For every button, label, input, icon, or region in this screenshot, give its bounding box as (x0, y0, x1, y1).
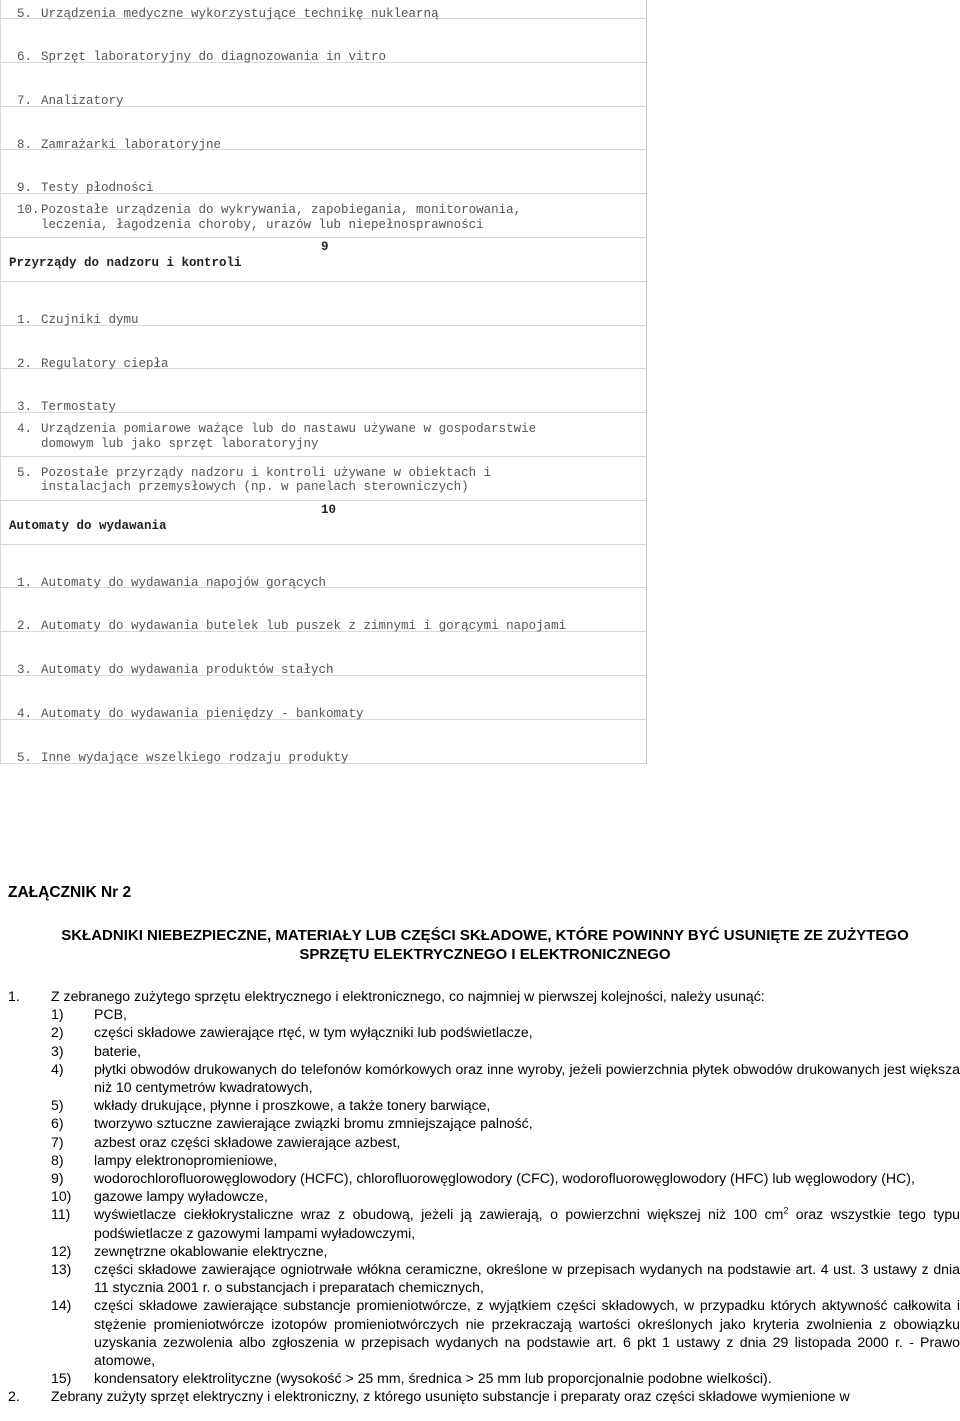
list-item (8, 1205, 960, 1241)
section-number: 10 (321, 502, 337, 517)
list-item (8, 1187, 960, 1205)
row-number: 10. (17, 203, 40, 218)
table-row (0, 0, 646, 19)
row-number: 8. (17, 137, 33, 152)
table-row (0, 19, 646, 63)
item-number: 12) (51, 1242, 72, 1259)
table-row (0, 632, 646, 676)
row-line-2: leczenia, łagodzenia choroby, urazów lub niepełnosprawności (41, 217, 484, 232)
list-item (8, 1169, 960, 1187)
row-label: Testy płodności (41, 181, 154, 196)
row-line-1: Pozostałe urządzenia do wykrywania, zapobiegania, monitorowania, (41, 203, 522, 218)
section-title: Przyrządy do nadzoru i kontroli (9, 255, 242, 270)
row-number: 3. (17, 663, 33, 678)
list-item (8, 1296, 960, 1369)
row-label: Automaty do wydawania napojów gorących (41, 575, 327, 590)
row-number: 6. (17, 50, 33, 64)
item-number: 10) (51, 1188, 72, 1205)
list-item (8, 1060, 960, 1096)
row-label: Zamrażarki laboratoryjne (41, 137, 222, 152)
table-section-header (0, 238, 646, 282)
annex-list (8, 987, 960, 1406)
item-number: 11) (51, 1206, 71, 1223)
table-row (0, 720, 646, 764)
row-text (17, 422, 536, 451)
item-number: 13) (51, 1261, 72, 1278)
item-text: zewnętrzne okablowanie elektryczne, (94, 1242, 328, 1259)
table-row (0, 107, 646, 151)
equipment-table (0, 0, 647, 764)
row-label: Regulatory ciepła (41, 356, 169, 371)
item-text: wkłady drukujące, płynne i proszkowe, a także tonery barwiące, (94, 1097, 491, 1114)
item-text: tworzywo sztuczne zawierające związki bromu zmniejszające palność, (94, 1115, 533, 1132)
point-text: Zebrany zużyty sprzęt elektryczny i elektroniczny, z którego usunięto substancje i preparaty oraz części składowe wymienione w (51, 1388, 850, 1405)
row-number: 5. (17, 750, 33, 765)
item-number: 5) (51, 1097, 64, 1114)
item-text: wyświetlacze ciekłokrystaliczne wraz z obudową, jeżeli ją zawierają, o powierzchni większej niż 100 $cm^2$ oraz wszystkie tego typu podświetlacze z gazowymi lampami wyładowczymi, (94, 1205, 960, 1241)
list-item (8, 1260, 960, 1296)
point-1 (8, 987, 960, 1005)
item-number: 2) (51, 1024, 64, 1041)
table-row (0, 326, 646, 370)
row-number: 1. (17, 312, 33, 327)
item-number: 14) (51, 1297, 72, 1314)
list-item (8, 1096, 960, 1114)
row-number: 5. (17, 465, 33, 480)
item-text: PCB, (94, 1006, 127, 1023)
item-number: 8) (51, 1151, 64, 1168)
table-row (0, 413, 646, 457)
list-item (8, 1369, 960, 1387)
item-text: lampy elektronopromieniowe, (94, 1151, 278, 1168)
annex-title: ZAŁĄCZNIK Nr 2 (8, 884, 132, 901)
point-number: 2. (8, 1388, 20, 1405)
table-row (0, 369, 646, 413)
item-number: 3) (51, 1042, 64, 1059)
item-number: 15) (51, 1370, 72, 1387)
row-label: Termostaty (41, 400, 117, 415)
item-text: części składowe zawierające substancje promieniotwórcze, z wyjątkiem części składowych, w przypadku których aktywność całkowita i stężenie promieniotwórcze izotopów promieniotwórczych nie przekraczają wartości określonych jako kryteria zwolnienia z obowiązku uzyskania zezwolenia albo zgłoszenia w przepisach wydanych na podstawie art. 6 pkt 1 ustawy z dnia 29 listopada 2000 r. - Prawo atomowe, (94, 1297, 960, 1369)
row-line-1: Urządzenia pomiarowe ważące lub do nastawu używane w gospodarstwie (41, 422, 537, 437)
row-number: 1. (17, 575, 33, 590)
row-number: 7. (17, 93, 33, 108)
row-number: 2. (17, 619, 33, 634)
row-number: 4. (17, 706, 33, 721)
table-row (0, 150, 646, 194)
item-text: gazowe lampy wyładowcze, (94, 1188, 268, 1205)
table-row (0, 457, 646, 501)
item-number: 1) (51, 1006, 64, 1023)
list-item (8, 1005, 960, 1023)
table-section-header (0, 501, 646, 545)
row-line-2: domowym lub jako sprzęt laboratoryjny (41, 436, 319, 451)
row-line-2: instalacjach przemysłowych (np. w panelach sterowniczych) (41, 480, 469, 495)
item-number: 9) (51, 1170, 64, 1187)
table-row (0, 676, 646, 720)
list-item (8, 1042, 960, 1060)
item-text: płytki obwodów drukowanych do telefonów komórkowych oraz inne wyroby, jeżeli powierzchnia płytek obwodów drukowanych jest większa niż 10 centymetrów kwadratowych, (94, 1060, 960, 1096)
row-text (17, 466, 491, 495)
list-item (8, 1114, 960, 1132)
row-label: Czujniki dymu (41, 312, 139, 327)
list-item (8, 1023, 960, 1041)
row-number: 2. (17, 356, 33, 371)
table-row (0, 194, 646, 238)
list-item (8, 1133, 960, 1151)
item-text: części składowe zawierające rtęć, w tym wyłączniki lub podświetlacze, (94, 1024, 533, 1041)
row-label: Automaty do wydawania pieniędzy - bankomaty (41, 706, 364, 721)
row-label: Inne wydające wszelkiego rodzaju produkty (41, 750, 349, 765)
row-label: Sprzęt laboratoryjny do diagnozowania in vitro (41, 50, 387, 64)
table-row (0, 282, 646, 326)
row-label: Automaty do wydawania produktów stałych (41, 663, 334, 678)
row-label: Analizatory (41, 93, 124, 108)
row-line-1: Pozostałe przyrządy nadzoru i kontroli używane w obiektach i (41, 465, 492, 480)
table-row (0, 63, 646, 107)
row-text (17, 751, 349, 766)
row-label: Urządzenia medyczne wykorzystujące technikę nuklearną (41, 7, 439, 21)
row-number: 4. (17, 422, 33, 437)
item-text: baterie, (94, 1042, 142, 1059)
list-item (8, 1151, 960, 1169)
item-number: 4) (51, 1060, 64, 1077)
section-number: 9 (321, 239, 329, 254)
annex-subtitle: SKŁADNIKI NIEBEZPIECZNE, MATERIAŁY LUB CZĘŚCI SKŁADOWE, KTÓRE POWINNY BYĆ USUNIĘTE ZE ZUŻYTEGO SPRZĘTU ELEKTRYCZNEGO I ELEKTRONICZNEGO (61, 927, 909, 963)
row-number: 5. (17, 7, 33, 21)
item-number: 7) (51, 1133, 64, 1150)
list-item (8, 1242, 960, 1260)
row-text (17, 203, 521, 232)
point-number: 1. (8, 988, 20, 1004)
table-row (0, 545, 646, 589)
table-row (0, 588, 646, 632)
point-text: Z zebranego zużytego sprzętu elektrycznego i elektronicznego, co najmniej w pierwszej kolejności, należy usunąć: (51, 988, 765, 1004)
item-text: azbest oraz części składowe zawierające azbest, (94, 1133, 401, 1150)
item-number: 6) (51, 1115, 64, 1132)
superscript: 2 (783, 1205, 789, 1216)
item-text: kondensatory elektrolityczne (wysokość > 25 mm, średnica > 25 mm lub proporcjonalnie podobne wielkości). (94, 1370, 772, 1387)
point-2 (8, 1387, 960, 1405)
item-text: części składowe zawierające ogniotrwałe włókna ceramiczne, określone w przepisach wydanych na podstawie art. 4 ust. 3 ustawy z dnia 11 stycznia 2001 r. o substancjach i preparatach chemicznych, (94, 1261, 960, 1296)
row-number: 9. (17, 181, 33, 196)
row-number: 3. (17, 400, 33, 415)
item-text: wodorochlorofluorowęglowodory (HCFC), chlorofluorowęglowodory (CFC), wodorofluorowęglowodory (HFC) lub węglowodory (HC), (94, 1170, 915, 1187)
section-title: Automaty do wydawania (9, 518, 167, 533)
row-label: Automaty do wydawania butelek lub puszek z zimnymi i gorącymi napojami (41, 619, 567, 634)
